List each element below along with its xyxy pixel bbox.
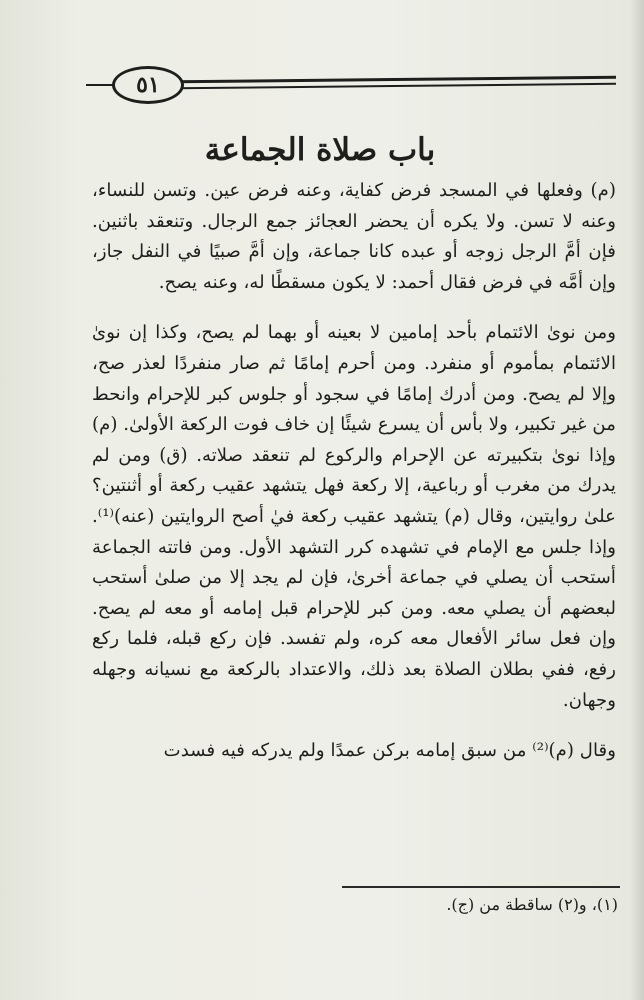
page-number: ٥١ xyxy=(112,66,184,104)
header-rule-left xyxy=(86,84,114,86)
header-rule-top xyxy=(176,76,616,84)
paragraph: وقال (م)⁽²⁾ من سبق إمامه بركن عمدًا ولم يدركه فيه فسدت xyxy=(163,740,616,762)
footnote: (١)، و(٢) ساقطة من (ج). xyxy=(446,895,618,914)
paragraph: (م) وفعلها في المسجد فرض كفاية، وعنه فرض عين. وتسن للنساء، وعنه لا تسن. ولا يكره أن يحضر العجائز جمع الرجال. وتنعقد باثنين. فإن أمَّ الرجل زوجه أو عبده كانا جماعة، وإن أمَّ صبيًا في النفل جاز، وإن أمَّه في فرض فقال أحمد: لا يكون مسقطًا له، وعنه يصح. xyxy=(92,180,616,293)
chapter-title: باب صلاة الجماعة xyxy=(204,132,436,168)
footnote-divider xyxy=(342,886,620,888)
paragraph: ومن نوىٰ الائتمام بأحد إمامين لا بعينه أو بهما لم يصح، وكذا إن نوىٰ الائتمام بمأموم أو منفرد. ومن أحرم إمامًا ثم صار منفردًا لعذر صح، وإلا لم يصح. ومن أدرك إمامًا في سجود أو جلوس كبر للإحرام وانحط من غير تكبير، ولا بأس أن يسرع شيئًا إن خاف فوت الركعة الأولىٰ. (م) وإذا نوىٰ بتكبيرته عن الإحرام والركوع لم تنعقد صلاته. (ق) ومن لم يدرك من مغرب أو رباعية، إلا ركعة فهل يتشهد عقيب ركعة أو أثنتين؟ علىٰ روايتين، وقال (م) يتشهد عقيب ركعة فيٰ أصح الروايتين (عنه)⁽¹⁾. وإذا جلس مع الإمام في تشهده كرر التشهد الأول. ومن فاتته الجماعة أستحب أن يصلي في جماعة أخرىٰ، فإن لم يجد إلا من صلىٰ أستحب لبعضهم أن يصلي معه. ومن كبر للإحرام قبل إمامه أو معه لم يصح. وإن فعل سائر الأفعال معه كره، ولم تفسد. فإن ركع قبله، فلما ركع رفع، ففي بطلان الصلاة بعد ذلك، والاعتداد بالركعة مع نسيانه وجهله وجهان. xyxy=(92,322,616,711)
main-text xyxy=(92,176,616,767)
page-header xyxy=(86,66,616,106)
header-rule-bottom xyxy=(176,83,616,90)
page-edge-shadow xyxy=(630,0,644,1000)
